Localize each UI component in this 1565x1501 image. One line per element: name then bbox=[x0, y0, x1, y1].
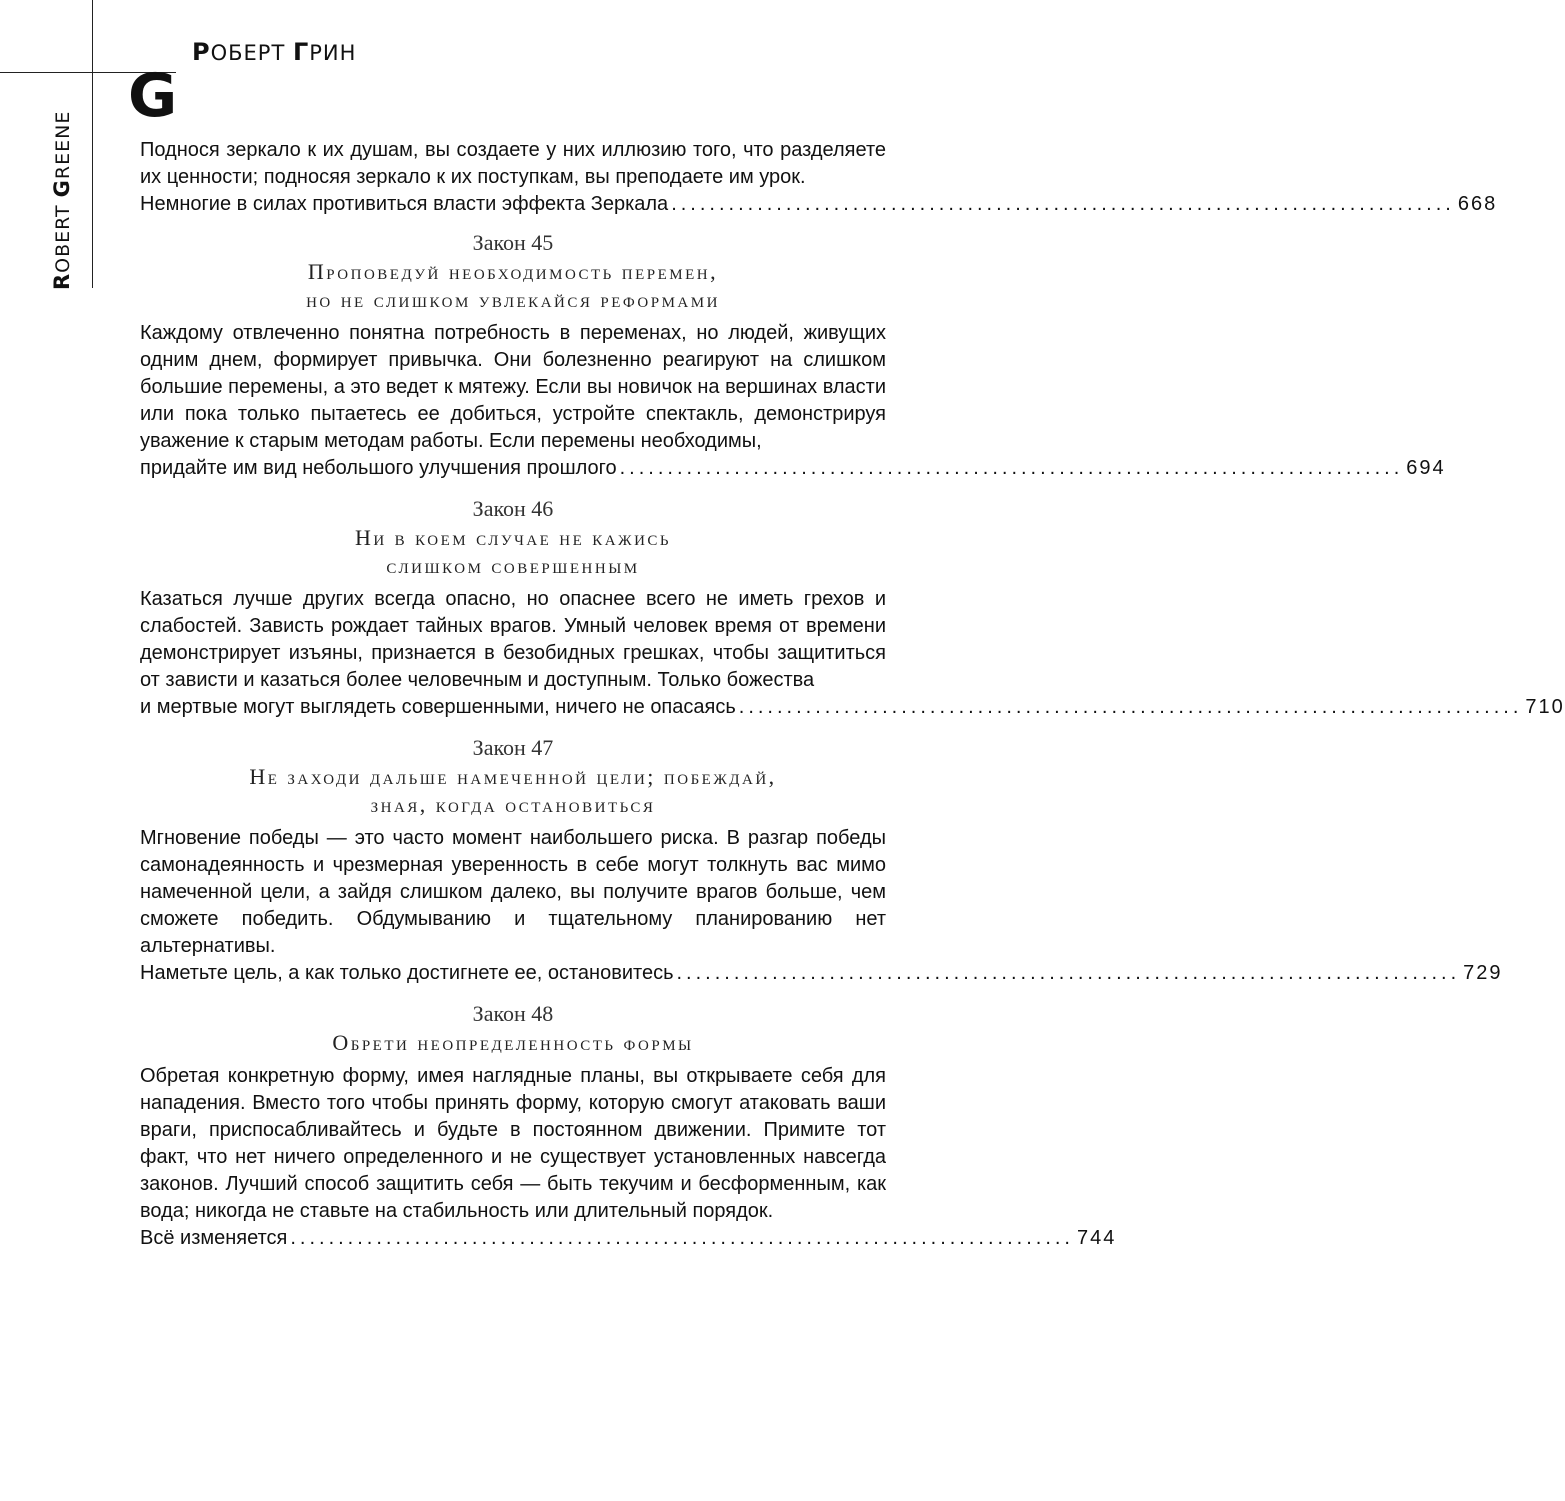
toc-entry-line bbox=[140, 694, 1565, 721]
law-title[interactable]: Проповедуй необходимость перемен, но не слишком увлекайся реформами bbox=[306, 259, 720, 312]
paragraph-text: Каждому отвлеченно понятна потребность в переменах, но людей, живущих одним днем, формирует привычка. Они болезненно реагируют на слишком большие перемены, а это ведет к мятежу. Если вы новичок на вершинах власти или пока только пытаетесь ее добиться, устройте спектакль, демонстрируя уважение к старым методам работы. Если перемены необходимы, bbox=[140, 322, 886, 452]
law-number: Закон 45 bbox=[472, 230, 554, 255]
paragraph-text: Поднося зеркало к их душам, вы создаете у них иллюзию того, что разделяете их ценности; подносяя зеркало к их поступкам, вы преподаете им урок. bbox=[140, 139, 886, 188]
toc-entry-line bbox=[140, 1225, 1117, 1252]
side-running-title: ROBERT GREENE bbox=[50, 110, 74, 290]
leader-dots: .................................................................................. bbox=[671, 193, 1455, 215]
law-section bbox=[140, 733, 1503, 987]
law-number: Закон 48 bbox=[472, 1001, 554, 1026]
law-title[interactable]: Обрети неопределенность формы bbox=[332, 1030, 694, 1055]
law-section bbox=[140, 999, 1117, 1252]
intro-paragraph bbox=[140, 137, 1498, 218]
page-number[interactable]: 668 bbox=[1457, 193, 1498, 215]
entry-tail: и мертвые могут выглядеть совершенными, ничего не опасаясь bbox=[140, 696, 736, 718]
page-number[interactable]: 694 bbox=[1406, 457, 1446, 479]
vertical-rule bbox=[92, 0, 93, 288]
law-paragraph bbox=[140, 586, 1565, 721]
law-paragraph bbox=[140, 320, 1446, 482]
entry-tail: придайте им вид небольшого улучшения прошлого bbox=[140, 457, 617, 479]
leader-dots: .................................................................................. bbox=[619, 457, 1404, 479]
leader-dots: .................................................................................. bbox=[290, 1227, 1074, 1249]
paragraph-text: Мгновение победы — это часто момент наибольшего риска. В разгар победы самонадеянность и чрезмерная уверенность в себе могут толкнуть вас мимо намеченной цели, а зайдя слишком далеко, вы получите врагов больше, чем сможете победить. Обдумыванию и тщательному планированию нет альтернативы. bbox=[140, 827, 886, 957]
law-number: Закон 47 bbox=[472, 735, 554, 760]
toc-content bbox=[140, 137, 1565, 1252]
law-paragraph bbox=[140, 1063, 1117, 1252]
leader-dots: .................................................................................. bbox=[738, 696, 1523, 718]
page-number[interactable]: 710 bbox=[1525, 696, 1565, 718]
running-head: РОБЕРТ ГРИН bbox=[192, 38, 357, 66]
entry-tail: Немногие в силах противиться власти эффекта Зеркала bbox=[140, 193, 669, 215]
entry-tail: Всё изменяется bbox=[140, 1227, 288, 1249]
paragraph-text: Обретая конкретную форму, имея наглядные планы, вы открываете себя для нападения. Вместо того чтобы принять форму, которую смогут атаковать ваши враги, приспосабливайтесь и будьте в постоянном движении. Примите тот факт, что нет ничего определенного и не существует установленных навсегда законов. Лучший способ защитить себя — быть текучим и бесформенным, как вода; никогда не ставьте на стабильность или длительный порядок. bbox=[140, 1065, 886, 1222]
paragraph-text: Казаться лучше других всегда опасно, но опаснее всего не иметь грехов и слабостей. Зависть рождает тайных врагов. Умный человек время от времени демонстрирует изъяны, признается в безобидных грешках, чтобы защититься от зависти и казаться более человечным и доступным. Только божества bbox=[140, 588, 886, 691]
toc-entry-line bbox=[140, 960, 1503, 987]
law-title[interactable]: Не заходи дальше намеченной цели; побеждай, зная, когда остановиться bbox=[249, 764, 777, 817]
law-paragraph bbox=[140, 825, 1503, 987]
page-number[interactable]: 729 bbox=[1463, 962, 1503, 984]
toc-entry-line bbox=[140, 191, 1498, 218]
logo-letter: G bbox=[128, 61, 178, 131]
law-section bbox=[140, 494, 1565, 721]
leader-dots: .................................................................................. bbox=[676, 962, 1461, 984]
page-number[interactable]: 744 bbox=[1077, 1227, 1117, 1249]
law-title[interactable]: Ни в коем случае не кажись слишком совершенным bbox=[354, 525, 672, 578]
toc-entry-line bbox=[140, 455, 1446, 482]
entry-tail: Наметьте цель, а как только достигнете ее, остановитесь bbox=[140, 962, 674, 984]
law-number: Закон 46 bbox=[472, 496, 554, 521]
law-section bbox=[140, 228, 1446, 482]
